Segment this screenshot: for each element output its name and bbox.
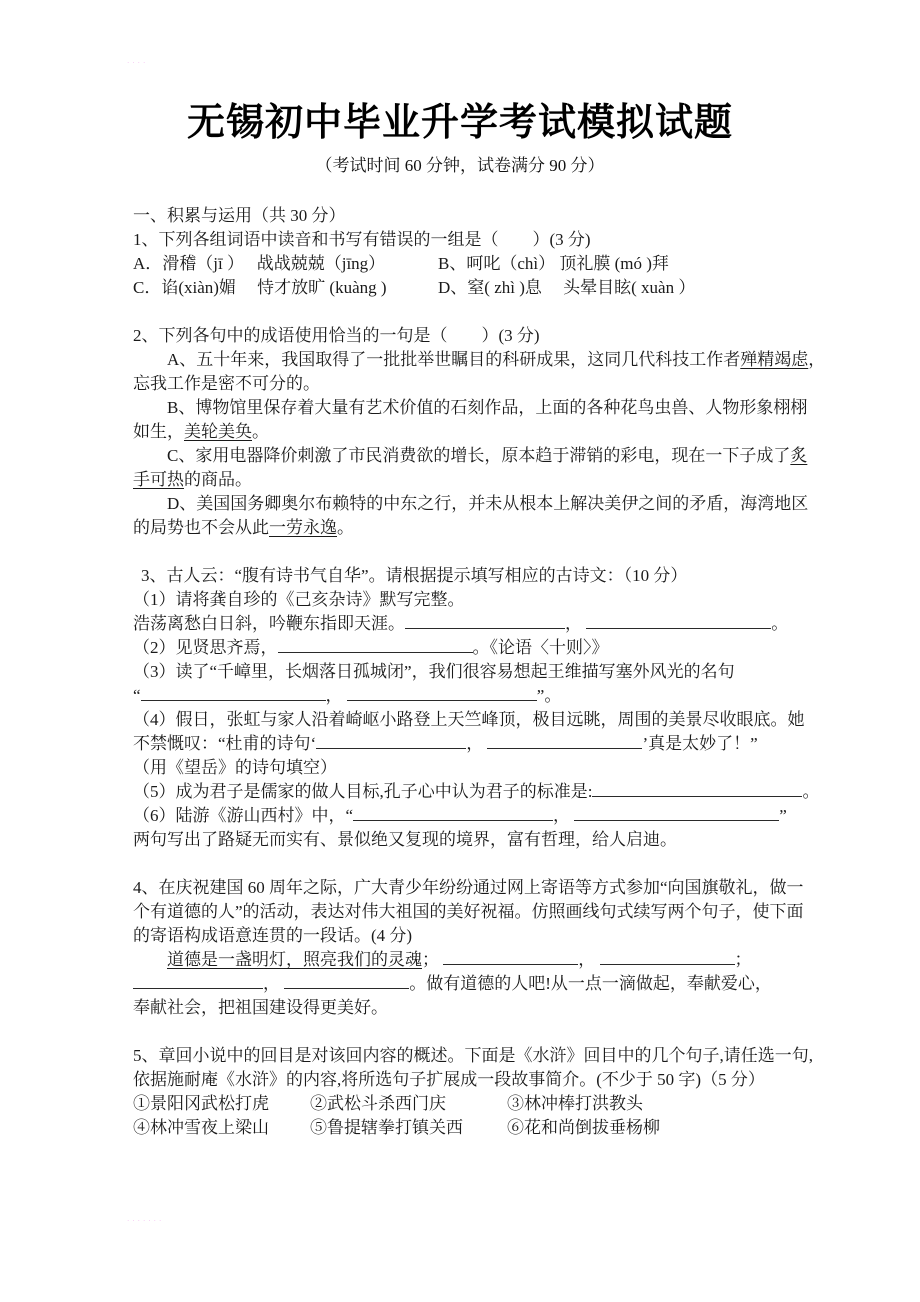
underlined-phrase: 一劳永逸 [269, 518, 337, 537]
text-segment: 5、章回小说中的回目是对该回内容的概述。下面是《水浒》回目中的几个句子,请任选一句, [133, 1046, 813, 1065]
text-segment: ②武松斗杀西门庆 [310, 1094, 446, 1113]
text-segment: ” [779, 806, 787, 826]
q2-option-d-line1 [133, 492, 833, 516]
text-segment: C．谄(xiàn)媚 恃才放旷 (kuàng ) [133, 278, 387, 297]
q1-options-ab [133, 252, 833, 276]
text-segment: ； [734, 950, 752, 970]
text-segment: ， [565, 614, 582, 634]
text-segment: 一、积累与运用（共 30 分） [133, 206, 346, 225]
text-segment: ’真是太妙了！” [642, 734, 758, 754]
text-segment: ， [578, 950, 596, 970]
q3-item1 [133, 588, 833, 612]
text-segment: 奉献社会，把祖国建设得更美好。 [133, 998, 388, 1017]
q2-option-a-line2 [133, 372, 833, 396]
underlined-phrase: 炙 [790, 446, 808, 465]
text-segment: D、窒( zhì )息 头晕目眩( xuàn ） [438, 278, 696, 297]
q4-stem-line2 [133, 900, 833, 924]
text-segment: ⑥花和尚倒拔垂杨柳 [507, 1118, 660, 1137]
text-segment: （4）假日，张虹与家人沿着崎岖小路登上天竺峰顶，极目远眺，周围的美景尽收眼底。她 [133, 710, 805, 729]
q5-stem-line2 [133, 1068, 833, 1092]
document-body [133, 204, 833, 1140]
text-segment: 。 [802, 782, 820, 802]
answer-blank [284, 972, 409, 989]
q2-option-d-line2 [133, 516, 833, 540]
text-segment: 的局势也不会从此 [133, 518, 269, 537]
text-segment: 。 [337, 518, 354, 537]
underlined-phrase: 殚精竭虑 [740, 350, 809, 369]
text-segment: “ [133, 686, 141, 706]
blank-line [133, 1020, 833, 1044]
q3-item3-blanks [133, 684, 833, 708]
text-segment: 依据施耐庵《水浒》的内容,将所选句子扩展成一段故事简介。(不少于 50 字)（5 分） [133, 1070, 765, 1089]
q3-item6-line1 [133, 804, 833, 828]
watermark-top: ···· [127, 59, 149, 67]
text-segment: B、博物馆里保存着大量有艺术价值的石刻作品，上面的各种花鸟虫兽、人物形象栩栩 [167, 398, 808, 417]
answer-blank [353, 804, 553, 821]
text-segment: C、家用电器降价刺激了市民消费欲的增长，原本趋于滞销的彩电，现在一下子成了 [167, 446, 791, 465]
answer-blank [586, 612, 771, 629]
text-segment: （1）请将龚自珍的《己亥杂诗》默写完整。 [133, 590, 465, 609]
text-segment: ， [466, 734, 484, 754]
blank-line [133, 300, 833, 324]
q5-stem-line1 [133, 1044, 833, 1068]
q5-options-row2 [133, 1116, 833, 1140]
text-segment: ③林冲棒打洪教头 [507, 1094, 643, 1113]
answer-blank [592, 780, 802, 797]
text-segment: ④林冲雪夜上梁山 [133, 1118, 269, 1137]
q2-option-b-line2 [133, 420, 833, 444]
text-segment: D、美国国务卿奥尔布赖特的中东之行，并未从根本上解决美伊之间的矛盾，海湾地区 [167, 494, 809, 513]
text-segment: （3）读了“千嶂里，长烟落日孤城闭”，我们很容易想起王维描写塞外风光的名句 [133, 662, 735, 681]
text-segment: 忘我工作是密不可分的。 [133, 374, 320, 393]
answer-blank [600, 948, 735, 965]
q1-stem [133, 228, 833, 252]
text-segment: （用《望岳》的诗句填空） [133, 758, 337, 777]
text-segment: ； [422, 950, 439, 970]
text-segment: 4、在庆祝建国 60 周年之际，广大青少年纷纷通过网上寄语等方式参加“向国旗敬礼，做一 [133, 878, 804, 897]
q4-answer-line3 [133, 996, 833, 1020]
q2-stem [133, 324, 833, 348]
q2-option-a-line1 [133, 348, 833, 372]
text-segment: ， [808, 350, 826, 369]
text-segment: 。 [771, 614, 789, 634]
answer-blank [443, 948, 578, 965]
q3-item6-line2 [133, 828, 833, 852]
watermark-bottom: ······· [127, 1217, 165, 1225]
document-header [0, 0, 920, 178]
q3-item4-line1 [133, 708, 833, 732]
q3-stem [133, 564, 833, 588]
text-segment: 。 [252, 422, 269, 441]
q3-item2 [133, 636, 833, 660]
q2-option-c-line1 [133, 444, 833, 468]
q4-answer-line2 [133, 972, 833, 996]
underlined-phrase: 道德是一盏明灯，照亮我们的灵魂 [167, 950, 422, 970]
text-segment: ⑤鲁提辖拳打镇关西 [310, 1118, 463, 1137]
q2-option-c-line2 [133, 468, 833, 492]
answer-blank [316, 732, 466, 749]
answer-blank [405, 612, 565, 629]
text-segment: ， [263, 974, 280, 994]
answer-blank [278, 636, 473, 653]
answer-blank [347, 684, 537, 701]
q1-options-cd [133, 276, 833, 300]
text-segment: 。《论语〈十则〉》 [472, 638, 609, 658]
text-segment: 的寄语构成语意连贯的一段话。(4 分) [133, 926, 413, 945]
q3-item4-line3 [133, 756, 833, 780]
text-segment: B、呵叱（chì） 顶礼膜 (mó )拜 [438, 254, 669, 273]
text-segment: 3、古人云：“腹有诗书气自华”。请根据提示填写相应的古诗文：（10 分） [141, 566, 688, 585]
underlined-phrase: 手可热 [133, 470, 184, 489]
text-segment: A．滑稽（jī ） 战战兢兢（jīng） [133, 254, 386, 273]
answer-blank [487, 732, 642, 749]
q4-answer-line1 [133, 948, 833, 972]
q3-item1-blanks [133, 612, 833, 636]
q4-stem-line1 [133, 876, 833, 900]
q3-item5 [133, 780, 833, 804]
q3-item4-line2 [133, 732, 833, 756]
text-segment: 如生， [133, 422, 184, 441]
q5-options-row1 [133, 1092, 833, 1116]
text-segment: ， [325, 686, 343, 706]
answer-blank [133, 972, 263, 989]
text-segment: ， [553, 806, 571, 826]
q3-item3-line1 [133, 660, 833, 684]
blank-line [133, 852, 833, 876]
text-segment: 不禁慨叹：“杜甫的诗句‘ [133, 734, 317, 754]
text-segment: ①景阳冈武松打虎 [133, 1094, 269, 1113]
blank-line [133, 540, 833, 564]
answer-blank [574, 804, 779, 821]
text-segment: （2）见贤思齐焉， [133, 638, 278, 658]
answer-blank [141, 684, 326, 701]
page-subtitle: （考试时间 60 分钟，试卷满分 90 分） [315, 156, 605, 175]
text-segment: （5）成为君子是儒家的做人目标,孔子心中认为君子的标准是: [133, 782, 593, 802]
q2-option-b-line1 [133, 396, 833, 420]
text-segment: 个有道德的人”的活动，表达对伟大祖国的美好祝福。仿照画线句式续写两个句子，使下面 [133, 902, 804, 921]
page-title: 无锡初中毕业升学考试模拟试题 [186, 102, 733, 144]
q4-stem-line3 [133, 924, 833, 948]
text-segment: 2、下列各句中的成语使用恰当的一句是（ ）(3 分) [133, 326, 540, 345]
text-segment: ”。 [536, 686, 562, 706]
text-segment: 的商品。 [184, 470, 252, 489]
section-1-heading [133, 204, 833, 228]
text-segment: （6）陆游《游山西村》中，“ [133, 806, 354, 826]
text-segment: 1、下列各组词语中读音和书写有错误的一组是（ ）(3 分) [133, 230, 591, 249]
text-segment: 浩荡离愁白日斜，吟鞭东指即天涯。 [133, 614, 405, 634]
underlined-phrase: 美轮美奂 [184, 422, 252, 441]
text-segment: 。做有道德的人吧!从一点一滴做起，奉献爱心， [409, 974, 772, 994]
text-segment: A、五十年来，我国取得了一批批举世瞩目的科研成果，这同几代科技工作者 [167, 350, 741, 369]
text-segment: 两句写出了路疑无而实有、景似绝又复现的境界，富有哲理，给人启迪。 [133, 830, 677, 849]
